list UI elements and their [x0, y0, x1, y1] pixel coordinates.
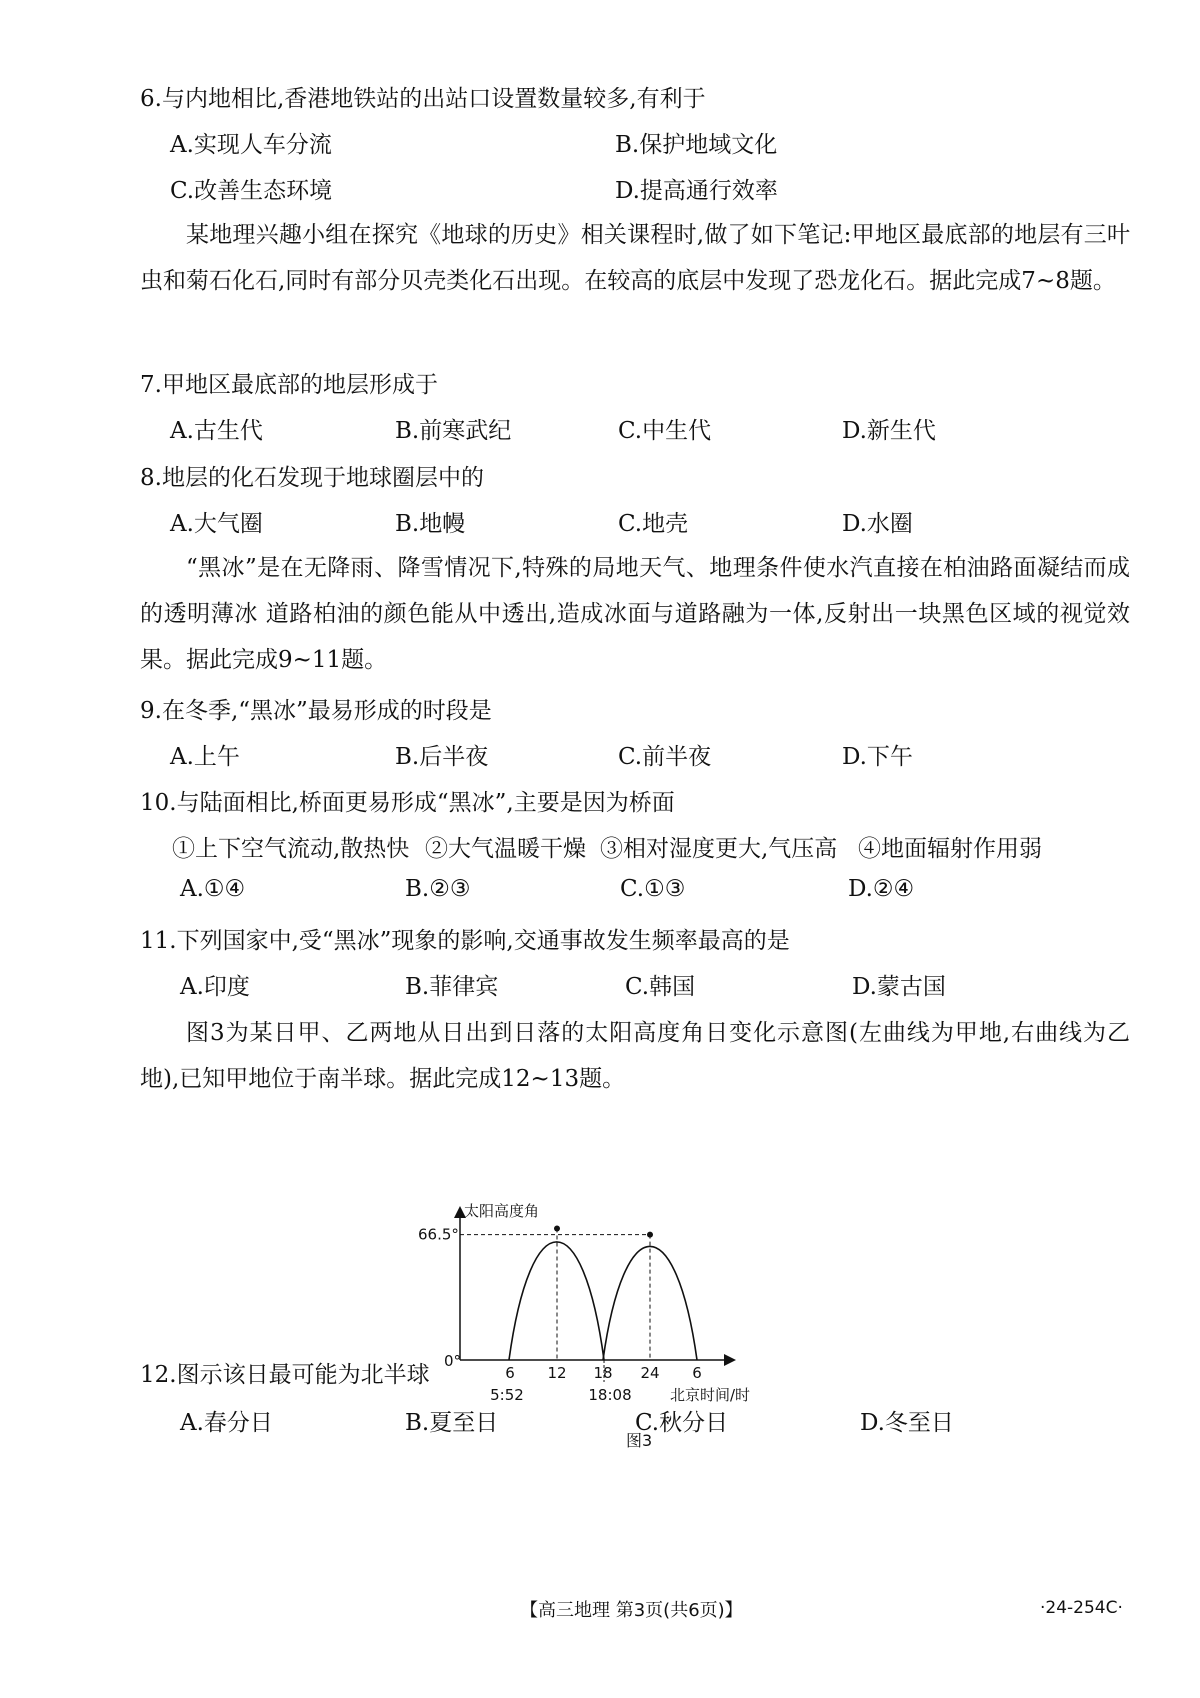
question-10-option-a: A.①④	[180, 876, 246, 902]
question-11-option-d: D.蒙古国	[852, 974, 946, 1000]
question-8-stem: 8.地层的化石发现于地球圈层中的	[140, 465, 484, 491]
question-6-option-c: C.改善生态环境	[170, 178, 333, 204]
exam-code: ·24-254C·	[1040, 1598, 1123, 1618]
question-10-statement-4: ④地面辐射作用弱	[858, 836, 1042, 862]
question-8-option-c: C.地壳	[618, 511, 689, 537]
x-tick-6: 6	[505, 1364, 515, 1382]
peak-left-point	[554, 1226, 560, 1232]
question-11-stem: 11.下列国家中,受“黑冰”现象的影响,交通事故发生频率最高的是	[140, 928, 790, 954]
sub-tick-18-08: 18:08	[588, 1386, 632, 1404]
question-12-option-c: C.秋分日	[635, 1410, 729, 1436]
question-7-option-d: D.新生代	[842, 418, 936, 444]
question-10-statement-2: ②大气温暖干燥	[425, 836, 586, 862]
question-6-option-b: B.保护地域文化	[615, 132, 778, 158]
question-11-option-a: A.印度	[180, 974, 250, 1000]
solar-altitude-chart	[418, 1200, 780, 1420]
x-tick-18: 18	[593, 1364, 613, 1382]
x-axis-label: 北京时间/时	[670, 1386, 751, 1404]
question-10-stem: 10.与陆面相比,桥面更易形成“黑冰”,主要是因为桥面	[140, 790, 675, 816]
question-6-stem: 6.与内地相比,香港地铁站的出站口设置数量较多,有利于	[140, 86, 706, 112]
question-7-stem: 7.甲地区最底部的地层形成于	[140, 372, 438, 398]
y-tick-0: 0°	[444, 1352, 462, 1370]
passage-fossils: 某地理兴趣小组在探究《地球的历史》相关课程时,做了如下笔记:甲地区最底部的地层有三叶虫和菊石化石,同时有部分贝壳类化石出现。在较高的底层中发现了恐龙化石。据此完成7~8题。	[140, 222, 1130, 294]
question-10-option-b: B.②③	[405, 876, 471, 902]
sub-tick-5-52: 5:52	[490, 1386, 524, 1404]
question-8-option-b: B.地幔	[395, 511, 466, 537]
figure-caption: 图3	[626, 1431, 653, 1450]
question-9-stem: 9.在冬季,“黑冰”最易形成的时段是	[140, 698, 492, 724]
question-7-option-b: B.前寒武纪	[395, 418, 512, 444]
question-11-option-b: B.菲律宾	[405, 974, 499, 1000]
question-7-option-c: C.中生代	[618, 418, 712, 444]
x-tick-6-next: 6	[692, 1364, 702, 1382]
question-7-option-a: A.古生代	[170, 418, 263, 444]
question-12-option-a: A.春分日	[180, 1410, 273, 1436]
question-8-option-a: A.大气圈	[170, 511, 263, 537]
question-10-statement-1: ①上下空气流动,散热快	[172, 836, 410, 862]
peak-right-point	[647, 1232, 653, 1238]
question-12-option-d: D.冬至日	[860, 1410, 954, 1436]
y-tick-66-5: 66.5°	[418, 1225, 459, 1244]
question-12-option-b: B.夏至日	[405, 1410, 499, 1436]
x-tick-12: 12	[547, 1364, 567, 1382]
page-footer: 【高三地理 第3页(共6页)】	[520, 1600, 743, 1621]
question-11-option-c: C.韩国	[625, 974, 696, 1000]
question-10-statement-3: ③相对湿度更大,气压高	[600, 836, 838, 862]
question-10-option-d: D.②④	[848, 876, 915, 902]
passage-black-ice: “黑冰”是在无降雨、降雪情况下,特殊的局地天气、地理条件使水汽直接在柏油路面凝结而成的透明薄冰 道路柏油的颜色能从中透出,造成冰面与道路融为一体,反射出一块黑色区域的视觉效果。据此完成9~11题。	[140, 555, 1130, 673]
y-axis-label: 太阳高度角	[464, 1202, 540, 1220]
question-6-option-a: A.实现人车分流	[170, 132, 332, 158]
question-8-option-d: D.水圈	[842, 511, 913, 537]
question-12-stem: 12.图示该日最可能为北半球	[140, 1362, 430, 1388]
passage-solar-altitude: 图3为某日甲、乙两地从日出到日落的太阳高度角日变化示意图(左曲线为甲地,右曲线为乙地),已知甲地位于南半球。据此完成12~13题。	[140, 1020, 1130, 1092]
question-6-option-d: D.提高通行效率	[615, 178, 778, 204]
question-9-option-d: D.下午	[842, 744, 913, 770]
question-10-option-c: C.①③	[620, 876, 686, 902]
x-tick-24: 24	[640, 1364, 660, 1382]
question-9-option-a: A.上午	[170, 744, 240, 770]
question-9-option-b: B.后半夜	[395, 744, 489, 770]
question-9-option-c: C.前半夜	[618, 744, 712, 770]
